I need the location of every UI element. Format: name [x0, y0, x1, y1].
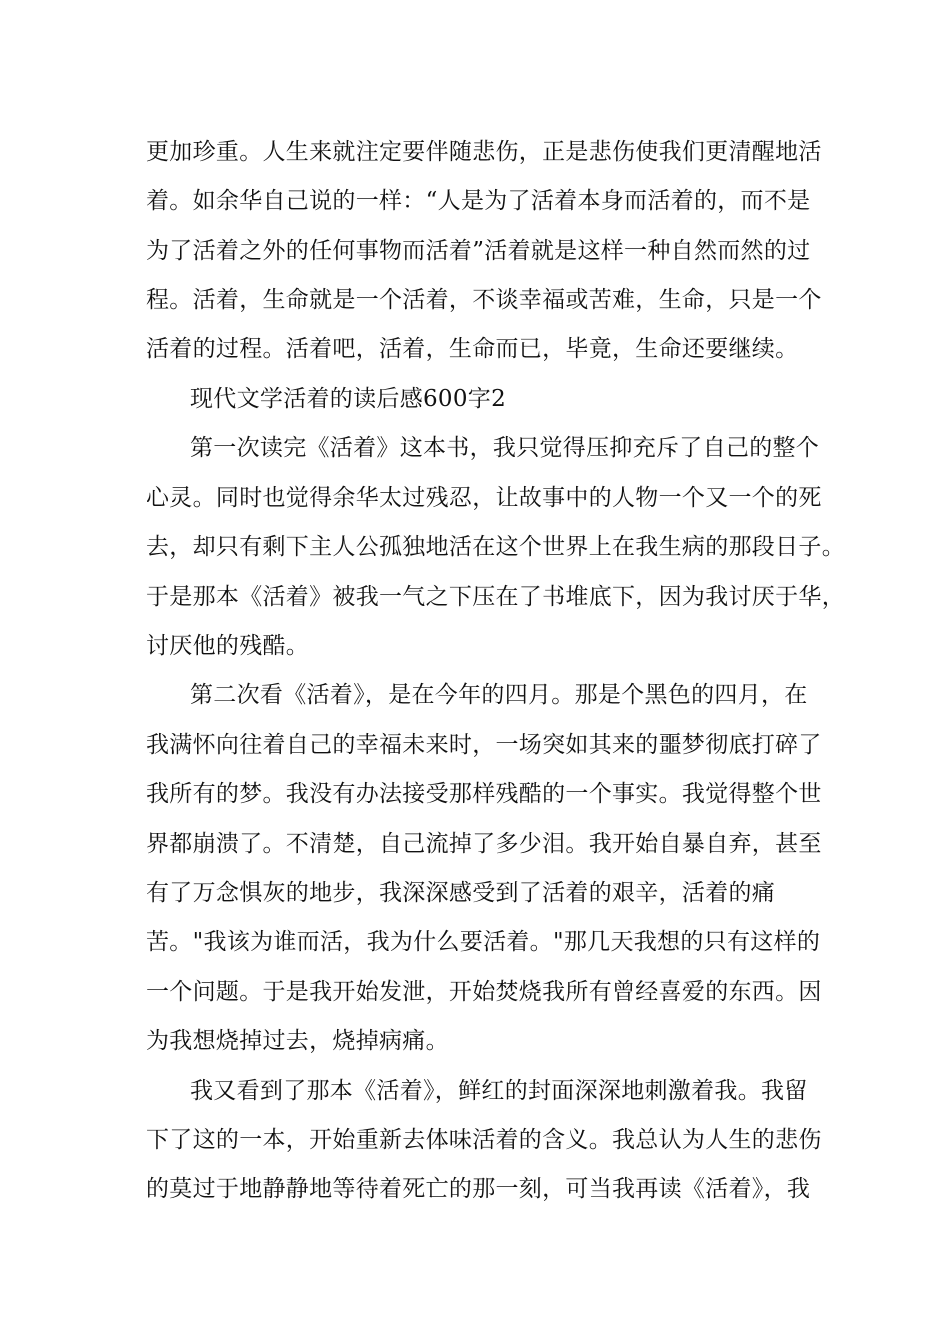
- paragraph-line: 为我想烧掉过去，烧掉病痛。: [146, 1028, 449, 1054]
- paragraph-line: 更加珍重。人生来就注定要伴随悲伤，正是悲伤使我们更清醒地活: [146, 139, 822, 165]
- paragraph-line: 心灵。同时也觉得余华太过残忍，让故事中的人物一个又一个的死: [146, 485, 822, 511]
- paragraph-line: 活着的过程。活着吧，活着，生命而已，毕竟，生命还要继续。: [146, 336, 799, 362]
- paragraph-line: 苦。"我该为谁而活，我为什么要活着。"那几天我想的只有这样的: [146, 929, 821, 955]
- paragraph-line: 去，却只有剩下主人公孤独地活在这个世界上在我生病的那段日子。: [146, 534, 845, 560]
- paragraph-line: 于是那本《活着》被我一气之下压在了书堆底下，因为我讨厌于华，: [146, 584, 845, 610]
- paragraph-line: 我又看到了那本《活着》，鲜红的封面深深地刺激着我。我留: [190, 1078, 808, 1104]
- paragraph-line: 有了万念惧灰的地步，我深深感受到了活着的艰辛，活着的痛: [146, 880, 776, 906]
- paragraph-line: 讨厌他的残酷。: [146, 633, 310, 659]
- paragraph-line: 第一次读完《活着》这本书，我只觉得压抑充斥了自己的整个: [190, 435, 820, 461]
- paragraph-line: 第二次看《活着》，是在今年的四月。那是个黑色的四月，在: [190, 682, 808, 708]
- paragraph-line: 程。活着，生命就是一个活着，不谈幸福或苦难，生命，只是一个: [146, 287, 822, 313]
- paragraph-line: 为了活着之外的任何事物而活着”活着就是这样一种自然而然的过: [146, 238, 811, 264]
- paragraph-line: 界都崩溃了。不清楚，自己流掉了多少泪。我开始自暴自弃，甚至: [146, 831, 822, 857]
- paragraph-line: 下了这的一本，开始重新去体味活着的含义。我总认为人生的悲伤: [146, 1127, 822, 1153]
- paragraph-line: 一个问题。于是我开始发泄，开始焚烧我所有曾经喜爱的东西。因: [146, 979, 822, 1005]
- paragraph-line: 着。如余华自己说的一样：“人是为了活着本身而活着的，而不是: [146, 188, 811, 214]
- paragraph-line: 我所有的梦。我没有办法接受那样残酷的一个事实。我觉得整个世: [146, 781, 822, 807]
- section-heading: 现代文学活着的读后感600字2: [190, 386, 507, 412]
- paragraph-line: 的莫过于地静静地等待着死亡的那一刻，可当我再读《活着》，我: [146, 1176, 811, 1202]
- paragraph-line: 我满怀向往着自己的幸福未来时，一场突如其来的噩梦彻底打碎了: [146, 732, 822, 758]
